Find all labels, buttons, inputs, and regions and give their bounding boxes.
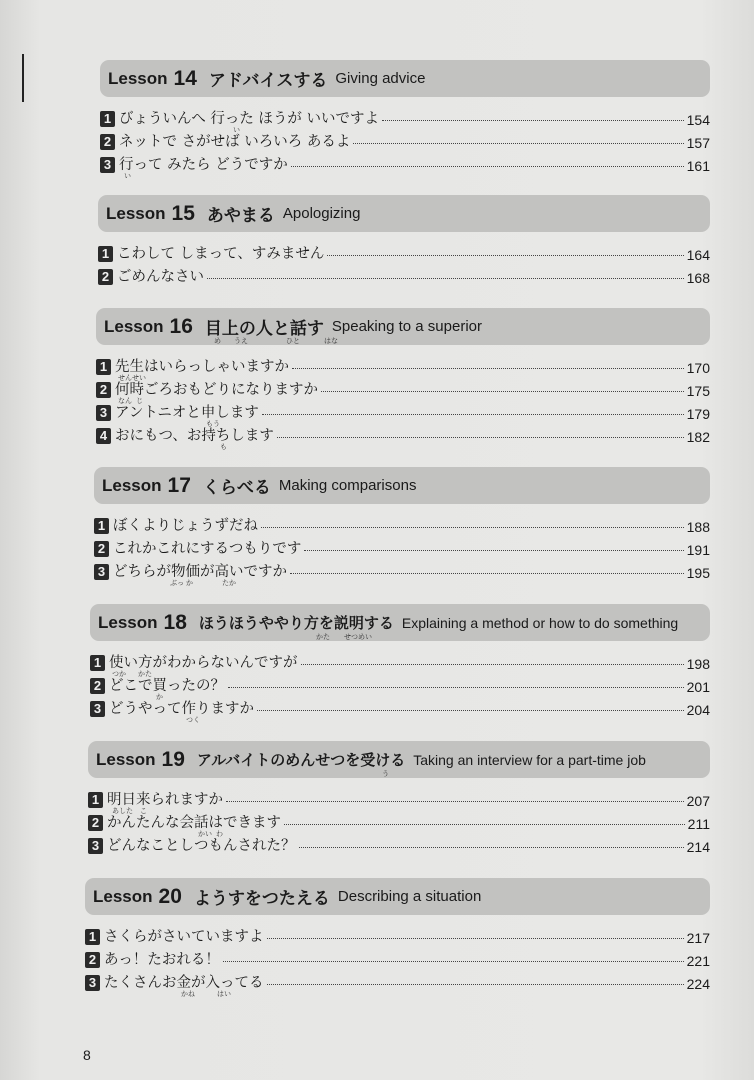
entry-title: 行って みたら どうですか — [119, 157, 288, 173]
furigana: はな — [324, 337, 338, 345]
lesson-number: 20 — [158, 884, 182, 908]
toc-entry[interactable] — [88, 834, 710, 857]
entry-page: 168 — [686, 270, 710, 286]
entry-page: 224 — [686, 976, 710, 992]
lesson-number: 15 — [171, 201, 195, 225]
entry-page: 161 — [686, 158, 710, 174]
entry-title: どうやって作りますか — [109, 701, 254, 717]
furigana: め — [214, 337, 221, 345]
lesson-title-jp: 目上の人と話す — [204, 319, 324, 339]
lesson-label: Lesson — [98, 612, 158, 632]
entry-title: 使い方がわからないんですが — [109, 655, 298, 671]
lesson-20 — [85, 878, 710, 998]
dot-leader — [327, 255, 683, 256]
lesson-header — [100, 60, 710, 97]
dot-leader — [223, 961, 684, 962]
lesson-title-jp: ほうほうややり方を説明する — [198, 614, 394, 632]
entry-page: 214 — [686, 839, 710, 855]
furigana: じ — [136, 397, 143, 405]
entry-index: 1 — [96, 359, 111, 375]
dot-leader — [267, 938, 684, 939]
lesson-number: 16 — [169, 314, 193, 338]
entry-page: 157 — [686, 135, 710, 151]
dot-leader — [353, 143, 683, 144]
entry-title: どこで買ったの？ — [109, 678, 225, 694]
lesson-number: 19 — [161, 747, 185, 771]
lesson-18 — [90, 604, 710, 724]
dot-leader — [284, 824, 685, 825]
entry-index: 3 — [88, 838, 103, 854]
entry-page: 198 — [686, 656, 710, 672]
toc-entry[interactable] — [85, 971, 710, 998]
lesson-header — [98, 195, 710, 232]
entry-page: 211 — [687, 816, 710, 832]
furigana: つく — [186, 716, 200, 724]
furigana: かい — [198, 830, 212, 838]
entry-page: 207 — [686, 793, 710, 809]
entry-index: 1 — [88, 792, 103, 808]
entry-index: 1 — [100, 111, 115, 127]
entry-page: 191 — [686, 542, 710, 558]
entry-page: 217 — [686, 930, 710, 946]
toc-entry[interactable] — [88, 811, 710, 838]
dot-leader — [292, 368, 684, 369]
entry-title: アントニオと申します — [115, 405, 259, 421]
entry-title: ぼくよりじょうずだね — [113, 518, 258, 534]
furigana: か — [156, 693, 163, 701]
entry-index: 1 — [98, 246, 113, 262]
furigana: うえ — [234, 337, 248, 345]
toc-entry[interactable] — [100, 130, 710, 153]
entry-title: 明日来られますか — [107, 792, 223, 808]
lesson-number: 18 — [163, 610, 187, 634]
toc-entry[interactable] — [100, 107, 710, 134]
entry-index: 3 — [100, 157, 115, 173]
furigana: ひと — [286, 337, 300, 345]
entry-index: 3 — [90, 701, 105, 717]
furigana: い — [124, 172, 131, 180]
lesson-label: Lesson — [102, 475, 162, 495]
toc-entry[interactable] — [96, 424, 710, 451]
lesson-title-jp: ようすをつたえる — [193, 889, 330, 909]
entry-page: 179 — [686, 406, 710, 422]
toc-entry[interactable] — [94, 560, 710, 587]
entry-index: 2 — [96, 382, 111, 398]
lesson-number: 17 — [167, 473, 191, 497]
lesson-label: Lesson — [106, 203, 166, 223]
lesson-title-en: Giving advice — [335, 70, 426, 87]
toc-entry[interactable] — [96, 401, 710, 428]
dot-leader — [304, 550, 683, 551]
lesson-title-en: Taking an interview for a part-time job — [413, 751, 646, 768]
dot-leader — [261, 527, 684, 528]
entry-page: 170 — [686, 360, 710, 376]
toc-entry[interactable] — [90, 697, 710, 724]
furigana: ぶっ — [170, 579, 184, 587]
entry-index: 4 — [96, 428, 111, 444]
entry-page: 164 — [686, 247, 710, 263]
furigana: い — [233, 126, 240, 134]
entry-title: たくさんお金が入ってる — [104, 975, 264, 991]
dot-leader — [301, 664, 684, 665]
toc-entry[interactable] — [94, 514, 710, 537]
lesson-14 — [100, 60, 710, 180]
lesson-title-en: Explaining a method or how to do something — [401, 614, 679, 631]
dot-leader — [277, 437, 684, 438]
dot-leader — [257, 710, 684, 711]
toc-entry[interactable] — [88, 788, 710, 815]
entry-index: 1 — [90, 655, 105, 671]
entry-title: ネットで さがせば いろいろ あるよ — [119, 134, 351, 150]
lesson-title-jp: アドバイスする — [208, 71, 328, 91]
entry-title: おにもつ、お持ちします — [115, 428, 274, 444]
dot-leader — [290, 573, 684, 574]
furigana: つか — [112, 670, 126, 678]
entry-title: びょういんへ 行った ほうが いいですよ — [119, 111, 380, 127]
furigana: う — [382, 770, 389, 778]
furigana: せつめい — [344, 633, 372, 641]
dot-leader — [299, 847, 684, 848]
lesson-header — [94, 467, 710, 504]
furigana: こ — [140, 807, 147, 815]
toc-entry[interactable] — [85, 948, 710, 971]
entry-title: あっ！たおれる！ — [104, 952, 220, 968]
dot-leader — [207, 278, 684, 279]
entry-index: 2 — [90, 678, 105, 694]
furigana: かた — [138, 670, 152, 678]
lesson-title-en: Making comparisons — [278, 477, 417, 494]
entry-page: 182 — [686, 429, 710, 445]
lesson-label: Lesson — [104, 316, 164, 336]
lesson-title-jp: あやまる — [206, 206, 275, 226]
furigana: も — [220, 443, 227, 451]
furigana: なん — [118, 397, 132, 405]
dot-leader — [226, 801, 684, 802]
entry-title: こわして しまって、すみません — [117, 246, 325, 262]
lesson-15 — [98, 195, 710, 288]
lesson-title-en: Describing a situation — [337, 888, 482, 905]
lesson-header — [88, 741, 710, 778]
entry-title: 先生はいらっしゃいますか — [115, 359, 289, 375]
furigana: かね — [181, 990, 195, 998]
dot-leader — [382, 120, 684, 121]
lesson-title-jp: アルバイトのめんせつを受ける — [196, 751, 406, 769]
entry-title: さくらがさいていますよ — [104, 929, 264, 945]
entry-index: 3 — [85, 975, 100, 991]
toc-entry[interactable] — [85, 925, 710, 948]
dot-leader — [291, 166, 684, 167]
lesson-header — [96, 308, 710, 345]
dot-leader — [228, 687, 684, 688]
entry-page: 221 — [686, 953, 710, 969]
furigana: わ — [216, 830, 223, 838]
lesson-title-en: Speaking to a superior — [331, 318, 482, 335]
entry-index: 3 — [94, 564, 109, 580]
entry-title: これかこれにするつもりです — [113, 541, 302, 557]
entry-page: 195 — [686, 565, 710, 581]
entry-index: 2 — [94, 541, 109, 557]
entry-index: 2 — [85, 952, 100, 968]
entry-title: 何時ごろおもどりになりますか — [115, 382, 318, 398]
toc-entry[interactable] — [100, 153, 710, 180]
entry-index: 2 — [88, 815, 103, 831]
entry-page: 175 — [686, 383, 710, 399]
lesson-header — [85, 878, 710, 915]
lesson-label: Lesson — [96, 749, 156, 769]
entry-title: かんたんな会話はできます — [107, 815, 281, 831]
toc-entry[interactable] — [90, 651, 710, 678]
lesson-number: 14 — [173, 66, 197, 90]
furigana: はい — [217, 990, 231, 998]
toc-entry[interactable] — [90, 674, 710, 701]
dot-leader — [321, 391, 684, 392]
toc-entry[interactable] — [96, 355, 710, 382]
entry-page: 188 — [686, 519, 710, 535]
toc-entry[interactable] — [96, 378, 710, 405]
entry-index: 2 — [98, 269, 113, 285]
entry-title: どんなことしつもんされた？ — [107, 838, 296, 854]
toc-entry[interactable] — [94, 537, 710, 560]
entry-page: 204 — [686, 702, 710, 718]
margin-rule — [22, 54, 24, 102]
entry-page: 201 — [686, 679, 710, 695]
lesson-label: Lesson — [108, 68, 168, 88]
entry-index: 3 — [96, 405, 111, 421]
lesson-19 — [88, 741, 710, 857]
entry-page: 154 — [686, 112, 710, 128]
lesson-16 — [96, 308, 710, 451]
furigana: せんせい — [118, 374, 146, 382]
toc-entry[interactable] — [98, 242, 710, 265]
furigana: たか — [222, 579, 236, 587]
lesson-title-jp: くらべる — [202, 478, 271, 498]
lesson-label: Lesson — [93, 886, 153, 906]
entry-index: 2 — [100, 134, 115, 150]
lesson-17 — [94, 467, 710, 587]
entry-index: 1 — [94, 518, 109, 534]
furigana: あした — [112, 807, 133, 815]
dot-leader — [267, 984, 684, 985]
furigana: か — [186, 579, 193, 587]
page-number: 8 — [83, 1047, 91, 1063]
dot-leader — [262, 414, 684, 415]
entry-index: 1 — [85, 929, 100, 945]
entry-title: どちらが物価が高いですか — [113, 564, 287, 580]
furigana: かた — [316, 633, 330, 641]
lesson-title-en: Apologizing — [282, 205, 361, 222]
toc-entry[interactable] — [98, 265, 710, 288]
entry-title: ごめんなさい — [117, 269, 204, 285]
furigana: もう — [206, 420, 220, 428]
lesson-header — [90, 604, 710, 641]
